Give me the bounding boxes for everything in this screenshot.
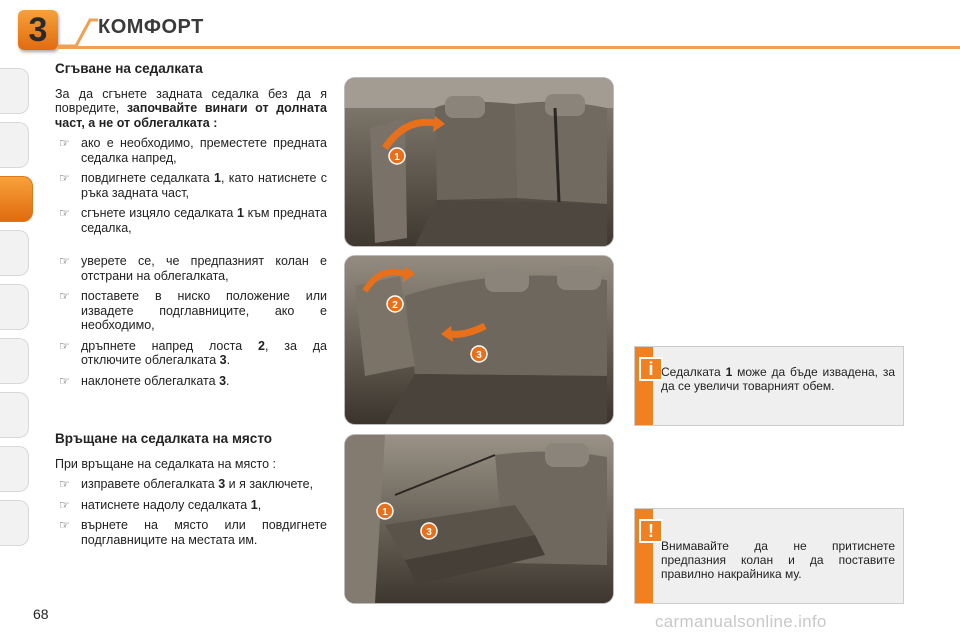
chapter-tab-6[interactable] <box>0 338 29 384</box>
chapter-tab-9[interactable] <box>0 500 29 546</box>
hand-pointer-icon: ☞ <box>59 206 70 220</box>
hand-pointer-icon: ☞ <box>59 373 70 388</box>
chapter-badge: 3 <box>18 10 58 50</box>
callout-marker <box>377 503 393 519</box>
svg-text:1: 1 <box>382 507 388 518</box>
list-item: ☞ върнете на място или повдигнете подглавниците на местата им. <box>59 518 327 547</box>
callout-marker <box>387 296 403 312</box>
info-note <box>634 346 904 426</box>
intro-paragraph: При връщане на седалката на място : <box>55 456 277 471</box>
svg-text:3: 3 <box>426 527 432 538</box>
backrest-unlock-photo <box>345 256 613 424</box>
warning-note-text: Внимавайте да не притиснете предпазния колан и да поставите правилно накрайника му. <box>661 539 895 581</box>
list-item: ☞ наклонете облегалката 3. <box>59 373 230 388</box>
header-rule <box>58 46 960 49</box>
hand-pointer-icon: ☞ <box>59 497 70 512</box>
chapter-tab-2[interactable] <box>0 122 29 168</box>
header-notch <box>58 18 98 48</box>
watermark: carmanualsonline.info <box>655 612 827 631</box>
seat-folded-photo <box>345 435 613 603</box>
page-number: 68 <box>33 606 49 622</box>
seat-illustration <box>345 78 613 246</box>
section-fold-seat <box>55 62 327 241</box>
page-title: КОМФОРТ <box>98 16 204 38</box>
list-item: ☞ дръпнете напред лоста 2, за да отключите облегалката 3. <box>59 338 327 367</box>
info-note-text: Седалката 1 може да бъде извадена, за да се увеличи товарният обем. <box>661 365 896 393</box>
hand-pointer-icon: ☞ <box>59 136 70 150</box>
chapter-tabs <box>0 68 30 554</box>
chapter-tab-4[interactable] <box>0 230 29 276</box>
section-return-seat <box>55 432 327 553</box>
list-item: ☞ уверете се, че предпазният колан е отстрани на облегалката, <box>59 254 327 283</box>
section-heading: Сгъване на седалката <box>55 61 203 76</box>
seat-illustration <box>345 256 613 424</box>
section-heading: Връщане на седалката на място <box>55 431 272 446</box>
list-item: ☞ сгънете изцяло седалката 1 към предната седалка, <box>59 206 327 235</box>
warning-icon: ! <box>639 519 663 543</box>
svg-text:2: 2 <box>392 300 398 311</box>
list-item: ☞ изправете облегалката 3 и я заключете, <box>59 477 314 491</box>
info-icon: i <box>639 357 663 381</box>
section-fold-backrest <box>55 254 327 394</box>
chapter-tab-3-active[interactable] <box>0 176 33 222</box>
callout-marker <box>471 346 487 362</box>
hand-pointer-icon: ☞ <box>59 338 70 353</box>
callout-marker <box>389 148 405 164</box>
svg-text:1: 1 <box>394 152 400 163</box>
chapter-tab-1[interactable] <box>0 68 29 114</box>
warning-note <box>634 508 904 604</box>
hand-pointer-icon: ☞ <box>59 254 70 268</box>
list-item: ☞ поставете в ниско положение или извадете подглавниците, ако е необходимо, <box>59 289 327 332</box>
chapter-tab-5[interactable] <box>0 284 29 330</box>
chapter-tab-7[interactable] <box>0 392 29 438</box>
hand-pointer-icon: ☞ <box>59 171 70 185</box>
hand-pointer-icon: ☞ <box>59 518 70 532</box>
list-item: ☞ ако е необходимо, преместете предната седалка напред, <box>59 136 327 165</box>
list-item: ☞ натиснете надолу седалката 1, <box>59 497 262 512</box>
hand-pointer-icon: ☞ <box>59 477 70 491</box>
chapter-tab-8[interactable] <box>0 446 29 492</box>
seat-cushion-fold-photo <box>345 78 613 246</box>
page-header <box>0 0 960 60</box>
list-item: ☞ повдигнете седалката 1, като натиснете с ръка задната част, <box>59 171 327 200</box>
seat-illustration <box>345 435 613 603</box>
hand-pointer-icon: ☞ <box>59 289 70 303</box>
svg-text:3: 3 <box>476 350 482 361</box>
intro-paragraph: За да сгънете задната седалка без да я повредите, започвайте винаги от долната част, а не от облегалката : <box>55 86 328 130</box>
callout-marker <box>421 523 437 539</box>
